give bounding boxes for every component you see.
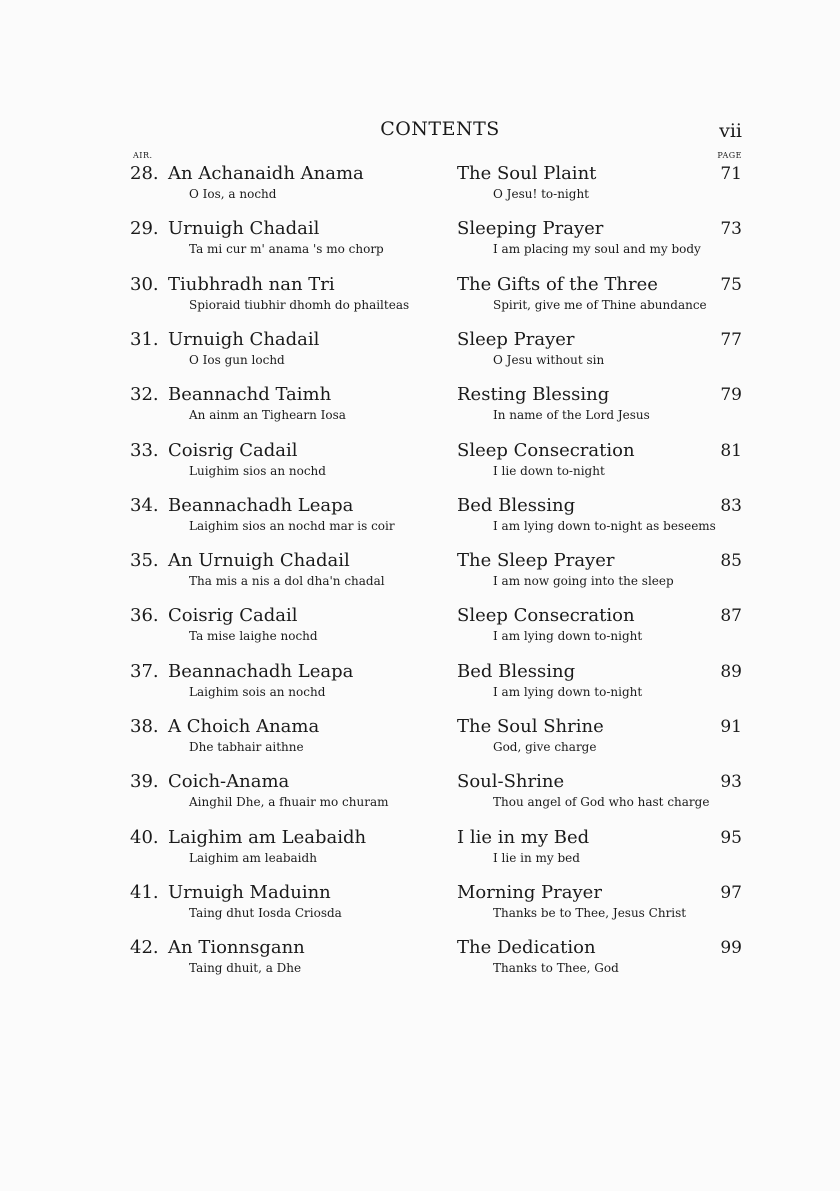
entry-number: 39. bbox=[130, 771, 159, 792]
gaelic-first-line: O Ios, a nochd bbox=[189, 187, 277, 201]
gaelic-first-line: Ta mise laighe nochd bbox=[189, 629, 318, 643]
english-title: Bed Blessing bbox=[457, 661, 576, 682]
english-first-line: Spirit, give me of Thine abundance bbox=[493, 298, 707, 312]
entry-number: 28. bbox=[130, 163, 159, 184]
entry-number: 35. bbox=[130, 550, 159, 571]
english-title: Soul-Shrine bbox=[457, 771, 565, 792]
entry-number: 30. bbox=[130, 274, 159, 295]
entry-page-number: 81 bbox=[720, 441, 742, 461]
column-label-air: AIR. bbox=[133, 151, 153, 160]
gaelic-title: Urnuigh Chadail bbox=[168, 329, 320, 350]
entry-number: 42. bbox=[130, 937, 159, 958]
entry-page-number: 99 bbox=[720, 938, 742, 958]
gaelic-first-line: Taing dhut Iosda Criosda bbox=[189, 906, 342, 920]
entry-number: 32. bbox=[130, 384, 159, 405]
gaelic-title: Tiubhradh nan Tri bbox=[168, 274, 335, 295]
english-title: Sleep Consecration bbox=[457, 605, 635, 626]
gaelic-title: A Choich Anama bbox=[168, 716, 320, 737]
gaelic-first-line: Ainghil Dhe, a fhuair mo churam bbox=[189, 795, 389, 809]
entry-page-number: 71 bbox=[720, 164, 742, 184]
entry-number: 40. bbox=[130, 827, 159, 848]
list-item bbox=[130, 550, 742, 600]
gaelic-title: Coich-Anama bbox=[168, 771, 290, 792]
gaelic-title: Beannachd Taimh bbox=[168, 384, 332, 405]
entry-number: 29. bbox=[130, 218, 159, 239]
list-item bbox=[130, 827, 742, 877]
english-title: Bed Blessing bbox=[457, 495, 576, 516]
english-title: The Sleep Prayer bbox=[457, 550, 615, 571]
entry-number: 34. bbox=[130, 495, 159, 516]
gaelic-first-line: Dhe tabhair aithne bbox=[189, 740, 304, 754]
gaelic-title: Coisrig Cadail bbox=[168, 440, 298, 461]
entry-page-number: 87 bbox=[720, 606, 742, 626]
gaelic-title: Beannachadh Leapa bbox=[168, 495, 354, 516]
english-first-line: Thanks be to Thee, Jesus Christ bbox=[493, 906, 687, 920]
gaelic-title: Laighim am Leabaidh bbox=[168, 827, 367, 848]
gaelic-title: An Achanaidh Anama bbox=[168, 163, 364, 184]
english-first-line: In name of the Lord Jesus bbox=[493, 408, 650, 422]
english-first-line: I am lying down to-night bbox=[493, 685, 643, 699]
english-first-line: I am now going into the sleep bbox=[493, 574, 674, 588]
gaelic-title: Urnuigh Maduinn bbox=[168, 882, 331, 903]
list-item bbox=[130, 661, 742, 711]
list-item bbox=[130, 329, 742, 379]
list-item bbox=[130, 937, 742, 987]
english-title: Sleeping Prayer bbox=[457, 218, 604, 239]
english-title: The Dedication bbox=[457, 937, 596, 958]
entry-number: 38. bbox=[130, 716, 159, 737]
english-first-line: I am lying down to-night as beseems bbox=[493, 519, 716, 533]
english-first-line: Thou angel of God who hast charge bbox=[493, 795, 710, 809]
list-item bbox=[130, 274, 742, 324]
gaelic-first-line: Laighim sois an nochd bbox=[189, 685, 326, 699]
list-item bbox=[130, 440, 742, 490]
english-first-line: I lie in my bed bbox=[493, 851, 580, 865]
english-first-line: Thanks to Thee, God bbox=[493, 961, 619, 975]
gaelic-first-line: Tha mis a nis a dol dha'n chadal bbox=[189, 574, 385, 588]
english-first-line: I am lying down to-night bbox=[493, 629, 643, 643]
column-label-page: PAGE bbox=[717, 151, 742, 160]
gaelic-title: Beannachadh Leapa bbox=[168, 661, 354, 682]
page-number: vii bbox=[719, 120, 742, 142]
entry-number: 31. bbox=[130, 329, 159, 350]
entry-number: 33. bbox=[130, 440, 159, 461]
entry-number: 37. bbox=[130, 661, 159, 682]
english-title: The Soul Shrine bbox=[457, 716, 604, 737]
english-first-line: O Jesu! to-night bbox=[493, 187, 589, 201]
entry-number: 41. bbox=[130, 882, 159, 903]
entry-page-number: 91 bbox=[720, 717, 742, 737]
gaelic-first-line: Spioraid tiubhir dhomh do phailteas bbox=[189, 298, 410, 312]
gaelic-first-line: Taing dhuit, a Dhe bbox=[189, 961, 302, 975]
list-item bbox=[130, 218, 742, 268]
entry-page-number: 97 bbox=[720, 883, 742, 903]
entry-page-number: 75 bbox=[720, 275, 742, 295]
english-title: I lie in my Bed bbox=[457, 827, 590, 848]
list-item bbox=[130, 605, 742, 655]
gaelic-first-line: Laighim sios an nochd mar is coir bbox=[189, 519, 395, 533]
entry-page-number: 83 bbox=[720, 496, 742, 516]
english-title: The Gifts of the Three bbox=[457, 274, 658, 295]
gaelic-title: An Urnuigh Chadail bbox=[168, 550, 350, 571]
page-title: CONTENTS bbox=[380, 118, 500, 140]
list-item bbox=[130, 163, 742, 213]
gaelic-title: An Tionnsgann bbox=[168, 937, 305, 958]
english-title: Sleep Consecration bbox=[457, 440, 635, 461]
entry-page-number: 79 bbox=[720, 385, 742, 405]
english-title: Morning Prayer bbox=[457, 882, 602, 903]
list-item bbox=[130, 882, 742, 932]
entry-page-number: 93 bbox=[720, 772, 742, 792]
entry-page-number: 85 bbox=[720, 551, 742, 571]
gaelic-title: Coisrig Cadail bbox=[168, 605, 298, 626]
english-first-line: O Jesu without sin bbox=[493, 353, 605, 367]
entry-page-number: 77 bbox=[720, 330, 742, 350]
english-title: Sleep Prayer bbox=[457, 329, 575, 350]
english-title: The Soul Plaint bbox=[457, 163, 597, 184]
gaelic-first-line: Ta mi cur m' anama 's mo chorp bbox=[189, 242, 384, 256]
english-first-line: God, give charge bbox=[493, 740, 597, 754]
english-first-line: I am placing my soul and my body bbox=[493, 242, 701, 256]
list-item bbox=[130, 495, 742, 545]
list-item bbox=[130, 716, 742, 766]
gaelic-first-line: Luighim sios an nochd bbox=[189, 464, 326, 478]
english-first-line: I lie down to-night bbox=[493, 464, 605, 478]
list-item bbox=[130, 384, 742, 434]
gaelic-first-line: Laighim am leabaidh bbox=[189, 851, 317, 865]
gaelic-first-line: An ainm an Tighearn Iosa bbox=[189, 408, 346, 422]
entry-page-number: 73 bbox=[720, 219, 742, 239]
english-title: Resting Blessing bbox=[457, 384, 610, 405]
entry-number: 36. bbox=[130, 605, 159, 626]
gaelic-first-line: O Ios gun lochd bbox=[189, 353, 285, 367]
list-item bbox=[130, 771, 742, 821]
entry-page-number: 95 bbox=[720, 828, 742, 848]
gaelic-title: Urnuigh Chadail bbox=[168, 218, 320, 239]
entry-page-number: 89 bbox=[720, 662, 742, 682]
